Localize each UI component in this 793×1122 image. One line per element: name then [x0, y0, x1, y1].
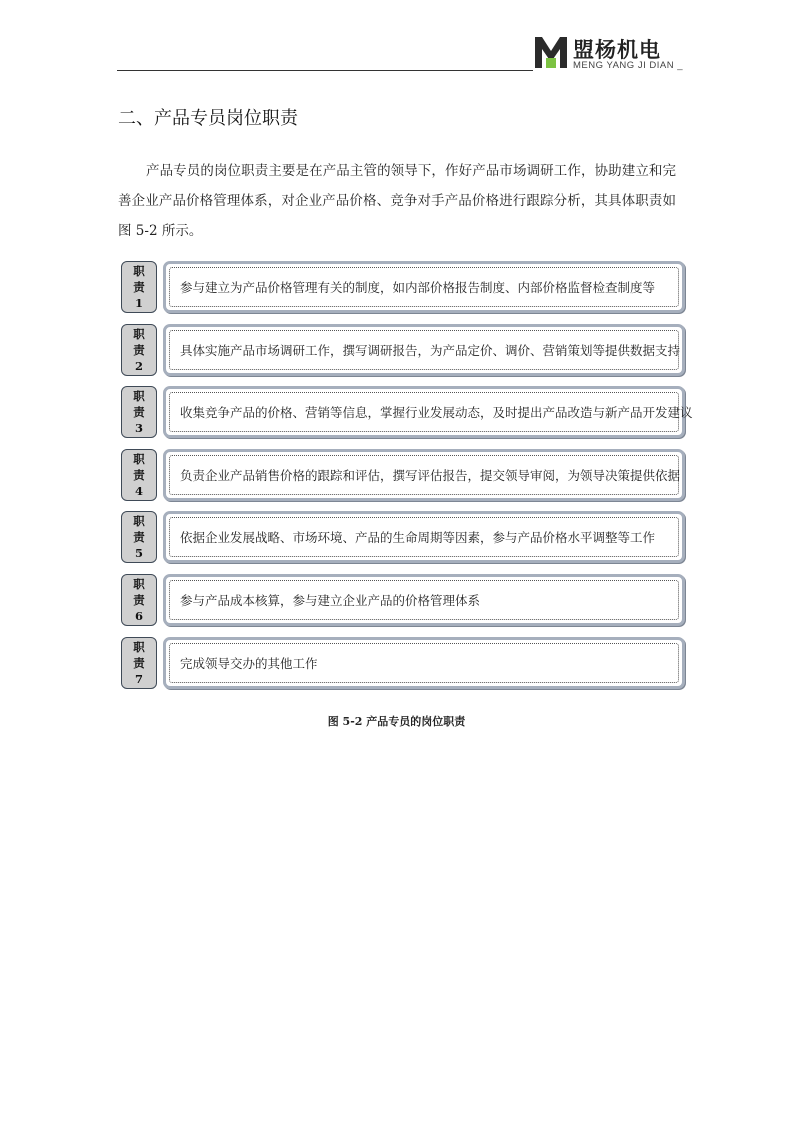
duty-diagram	[121, 261, 693, 699]
duty-tag-char: 责	[133, 405, 145, 420]
logo-name: 盟杨机电	[573, 38, 661, 62]
duty-text: 参与建立为产品价格管理有关的制度，如内部价格报告制度、内部价格监督检查制度等	[169, 267, 679, 307]
duty-tag-char: 职	[133, 451, 145, 466]
duty-tag-char: 职	[133, 576, 145, 591]
duty-row	[121, 386, 693, 439]
duty-row	[121, 261, 685, 314]
header-rule	[117, 70, 533, 71]
duty-row	[121, 574, 685, 627]
logo-mark-icon	[533, 34, 569, 70]
duty-box	[163, 386, 693, 438]
duty-tag-char: 职	[133, 639, 145, 654]
logo-subtitle: MENG YANG JI DIAN _	[573, 60, 683, 71]
duty-text: 完成领导交办的其他工作	[169, 643, 679, 683]
duty-tag-number: 6	[134, 608, 143, 623]
company-logo	[533, 34, 683, 74]
duty-row	[121, 324, 685, 377]
duty-box	[163, 449, 685, 501]
body-paragraph: 产品专员的岗位职责主要是在产品主管的领导下，作好产品市场调研工作，协助建立和完善企业产品价格管理体系，对企业产品价格、竞争对手产品价格进行跟踪分析，其具体职责如图 5-2 所示。	[118, 163, 676, 239]
duty-tag-char: 职	[133, 326, 145, 341]
duty-box	[163, 261, 685, 313]
duty-text: 负责企业产品销售价格的跟踪和评估，撰写评估报告，提交领导审阅，为领导决策提供依据	[169, 455, 679, 495]
duty-tag-char: 责	[133, 530, 145, 545]
duty-tag	[121, 449, 157, 501]
duty-tag	[121, 637, 157, 689]
figure-caption: 图 5-2 产品专员的岗位职责	[327, 715, 466, 728]
duty-text: 收集竞争产品的价格、营销等信息，掌握行业发展动态，及时提出产品改造与新产品开发建议	[169, 392, 679, 432]
duty-tag-number: 5	[134, 546, 143, 561]
duty-tag-char: 职	[133, 264, 145, 278]
duty-box	[163, 511, 685, 563]
duty-tag	[121, 324, 157, 376]
duty-tag-char: 责	[133, 467, 145, 482]
section-title: 二、产品专员岗位职责	[118, 108, 298, 129]
duty-tag-number: 2	[134, 358, 143, 373]
duty-row	[121, 637, 685, 690]
duty-box	[163, 574, 685, 626]
duty-tag-char: 责	[133, 280, 145, 294]
duty-row	[121, 449, 685, 502]
duty-tag-char: 责	[133, 592, 145, 607]
duty-tag	[121, 386, 157, 438]
duty-box	[163, 324, 685, 376]
duty-tag-char: 职	[133, 389, 145, 404]
duty-tag	[121, 261, 157, 313]
duty-tag	[121, 574, 157, 626]
duty-tag-char: 责	[133, 342, 145, 357]
duty-tag-char: 职	[133, 514, 145, 529]
duty-tag-char: 责	[133, 655, 145, 670]
duty-text: 依据企业发展战略、市场环境、产品的生命周期等因素，参与产品价格水平调整等工作	[169, 517, 679, 557]
duty-text: 具体实施产品市场调研工作，撰写调研报告，为产品定价、调价、营销策划等提供数据支持	[169, 330, 679, 370]
duty-tag-number: 7	[134, 671, 143, 686]
duty-row	[121, 511, 685, 564]
duty-tag-number: 4	[134, 483, 143, 498]
duty-tag-number: 1	[134, 296, 143, 310]
duty-tag	[121, 511, 157, 563]
duty-box	[163, 637, 685, 689]
duty-text: 参与产品成本核算，参与建立企业产品的价格管理体系	[169, 580, 679, 620]
duty-tag-number: 3	[134, 421, 143, 436]
